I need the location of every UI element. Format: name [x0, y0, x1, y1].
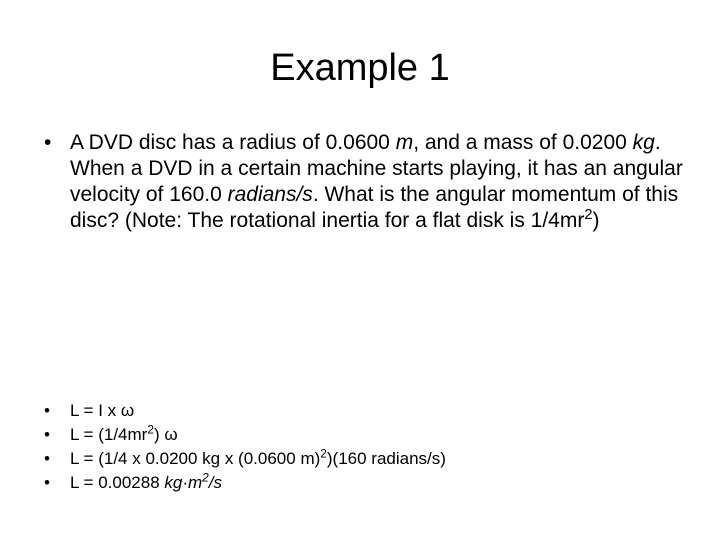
step-text: L = (1/4 x 0.0200 kg x (0.0600 m)	[70, 449, 321, 468]
radius-unit: m	[395, 131, 414, 154]
step-text: L = 0.00288	[70, 473, 165, 492]
bullet: •	[44, 449, 50, 468]
problem-text-part: , and a mass of 0.0200	[413, 131, 633, 154]
problem-text-part: A DVD disc has a radius of 0.0600	[70, 131, 396, 154]
problem-text-part: . What is the angular momentum of this disc? (Note: The rotational inertia for a flat disk is 1/4mr	[70, 183, 679, 232]
superscript: 2	[202, 470, 209, 485]
bullet: •	[44, 473, 50, 492]
solution-step	[44, 472, 684, 494]
mass-unit: kg	[632, 131, 655, 154]
result-unit	[164, 470, 223, 492]
superscript: 2	[147, 422, 154, 437]
unit-part: /s	[208, 473, 223, 492]
problem-text-part: )	[592, 209, 600, 232]
superscript: 2	[320, 446, 327, 461]
step-text: ) ω	[153, 425, 178, 444]
bullet: •	[44, 401, 50, 420]
unit-part: kg·m	[164, 473, 203, 492]
problem-text	[70, 130, 684, 234]
step-text: )(160 radians/s)	[326, 449, 446, 468]
problem-statement	[44, 130, 684, 234]
superscript: 2	[584, 206, 593, 223]
solution-step	[44, 448, 684, 470]
problem-text-part: . When a DVD in a certain machine starts playing, it has an angular velocity of 160.0	[70, 131, 683, 206]
velocity-unit: radians/s	[227, 183, 313, 206]
bullet: •	[44, 425, 50, 444]
solution-steps	[44, 400, 684, 496]
solution-step	[44, 400, 684, 422]
bullet: •	[44, 131, 52, 154]
step-text: L = I x ω	[70, 401, 135, 420]
solution-step	[44, 424, 684, 446]
step-text: L = (1/4mr	[70, 425, 148, 444]
slide-title: Example 1	[270, 47, 450, 89]
